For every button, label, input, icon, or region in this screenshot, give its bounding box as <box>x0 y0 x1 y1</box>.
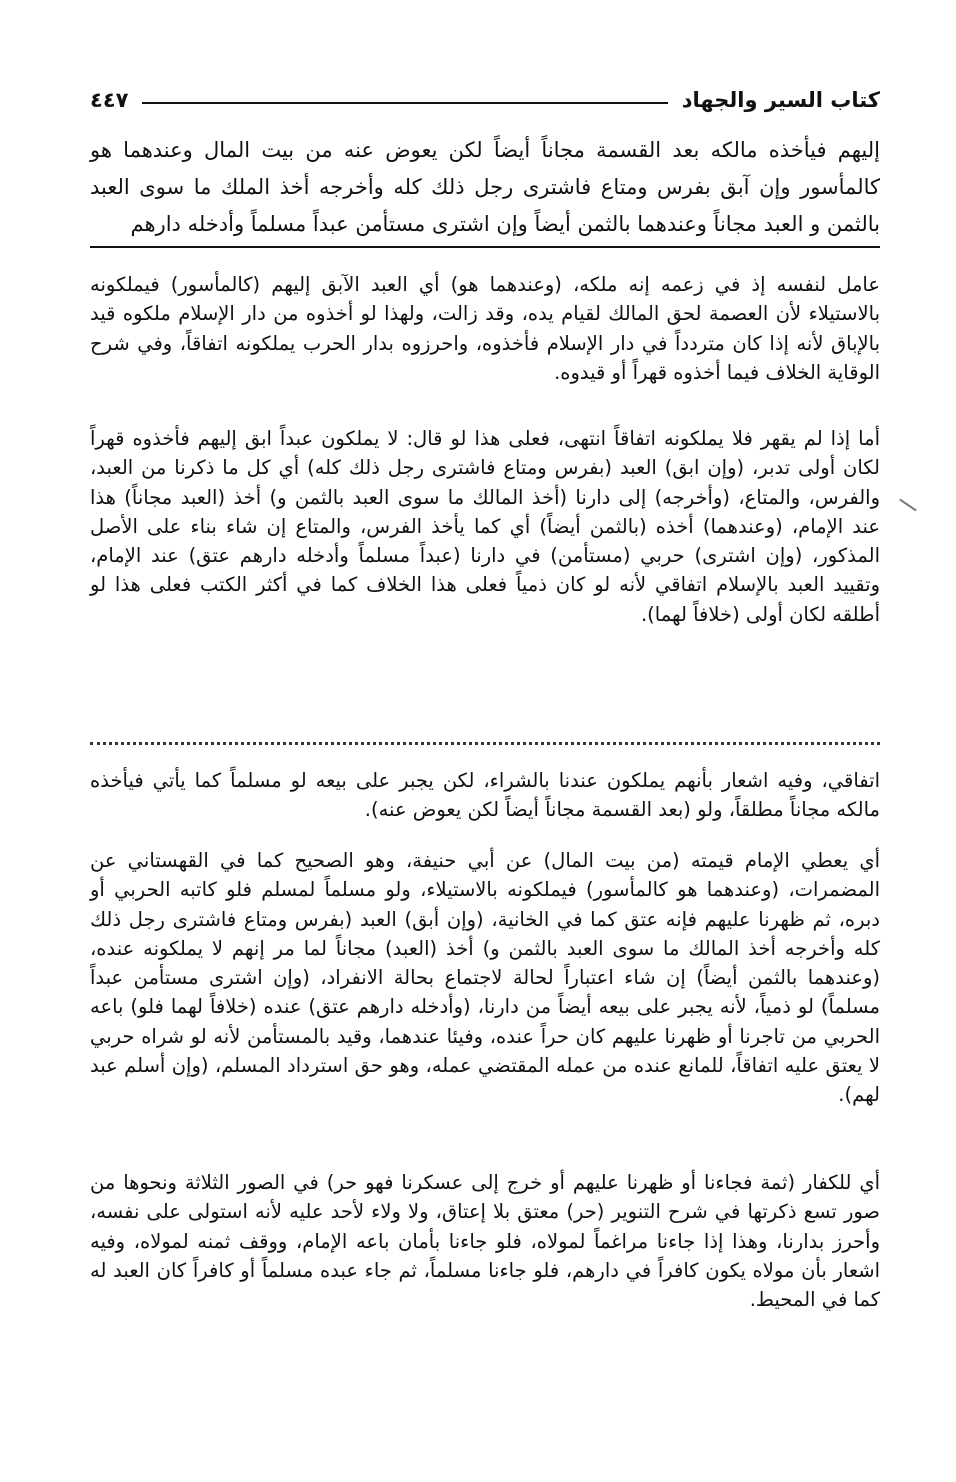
margin-pen-mark <box>899 499 917 512</box>
header-rule <box>142 102 667 104</box>
commentary-divider <box>90 742 880 745</box>
page-number: ٤٤٧ <box>90 88 129 112</box>
running-title: كتاب السير والجهاد <box>681 88 880 112</box>
commentary-paragraph: عامل لنفسه إذ في زعمه إنه ملكه، (وعندهما هو) أي العبد الآبق إليهم (كالمأسور) فيملكونه بالاستيلاء لأن العصمة لحق المالك لقيام يده، وقد زالت، ولهذا لو أخذوه من دار الإسلام ملكوه قيد بالإباق لأنه إذا كان متردداً في دار الإسلام فأخذوه، واحرزوه بدار الحرب يملكونه اتفاقاً، وفي شرح الوقاية الخلاف فيما أخذوه قهراً أو قيدوه. <box>90 273 880 384</box>
commentary-paragraph: أما إذا لم يقهر فلا يملكونه اتفاقاً انتهى، فعلى هذا لو قال: لا يملكون عبداً ابق إليهم فأخذوه قهراً لكان أولى تدبر، (وإن ابق) العبد (بفرس ومتاع فاشترى رجل ذلك كله) أي كل ما ذكرنا من العبد، والفرس، والمتاع، (وأخرجه) إلى دارنا (أخذ المالك ما سوى العبد بالثمن و) أخذ (العبد مجاناً) هذا عند الإمام، (وعندهما) أخذه (بالثمن أيضاً) أي كما يأخذ الفرس، والمتاع إن شاء بناء على الأصل المذكور، (وإن اشترى) حربي (مستأمن) في دارنا (عبداً مسلماً وأدخله دارهم عتق) عند الإمام، وتقييد العبد بالإسلام اتفاقي لأنه لو كان ذمياً فعلى هذا الخلاف كما في أكثر الكتب فعلى هذا لو أطلقه لكان أولى (خلافاً لهما). <box>90 427 880 626</box>
commentary-paragraph: أي يعطي الإمام قيمته (من بيت المال) عن أبي حنيفة، وهو الصحيح كما في القهستاني عن المضمرات، (وعندهما هو كالمأسور) فيملكونه بالاستيلاء، ولو مسلماً لمسلم فلو كاتبه الحربي أو دبره، ثم ظهرنا عليهم فإنه عتق كما في الخانية، (وإن أبق) العبد (بفرس ومتاع فاشترى رجل ذلك كله وأخرجه أخذ المالك ما سوى العبد بالثمن و) أخذ (العبد) مجاناً لما مر إنهم لا يملكونه عنده، (وعندهما بالثمن أيضاً) إن شاء اعتباراً لحالة لاجتماع بحالة الانفراد، (وإن اشترى مستأمن عبداً مسلماً) لو ذمياً، لأنه يجبر على بيعه أيضاً من دارنا، (وأدخله دارهم عتق) عنده (خلافاً لهما فلو) باعه الحربي من تاجرنا أو ظهرنا عليهم كان حراً عنده، وفيئا عندهما، وقيد بالمستأمن لأنه لو شراه حربي لا يعتق عليه اتفاقاً، للمانع عنده من عمله المقتضي عمله، وهو حق استرداد المسلم، (وإن أسلم عبد لهم). <box>90 849 880 1107</box>
main-text: إليهم فيأخذه مالكه بعد القسمة مجاناً أيضاً لكن يعوض عنه من بيت المال وعندهما هو كالمأسور وإن آبق بفرس ومتاع فاشترى رجل ذلك كله وأخرجه أخذ الملك ما سوى العبد بالثمن و العبد مجاناً وعندهما بالثمن أيضاً وإن اشترى مستأمن عبداً مسلماً وأدخله دارهم <box>90 138 880 236</box>
commentary-paragraph: اتفاقي، وفيه اشعار بأنهم يملكون عندنا بالشراء، لكن يجبر على بيعه لو مسلماً كما يأتي فيأخذه مالكه مجاناً مطلقاً، ولو (بعد القسمة مجاناً أيضاً لكن يعوض عنه). <box>90 769 880 822</box>
page-header <box>90 82 880 118</box>
main-text-divider <box>90 246 880 248</box>
commentary-paragraph: أي للكفار (ثمة فجاءنا أو ظهرنا عليهم أو خرج إلى عسكرنا فهو حر) في الصور الثلاثة ونحوها من صور تسع ذكرتها في شرح التنوير (حر) معتق بلا إعتاق، ولا ولاء لأحد عليه لأنه استولى على نفسه، وأحرز بدارنا، وهذا إذا جاءنا مراغماً لمولاه، فلو جاءنا بأمان باعه الإمام، ووقف ثمنه لمولاه، وفيه اشعار بأن مولاه يكون كافراً في دارهم، فلو جاءنا مسلماً، ثم جاء عبده مسلماً أو كافراً كان العبد له كما في المحيط. <box>90 1171 880 1312</box>
